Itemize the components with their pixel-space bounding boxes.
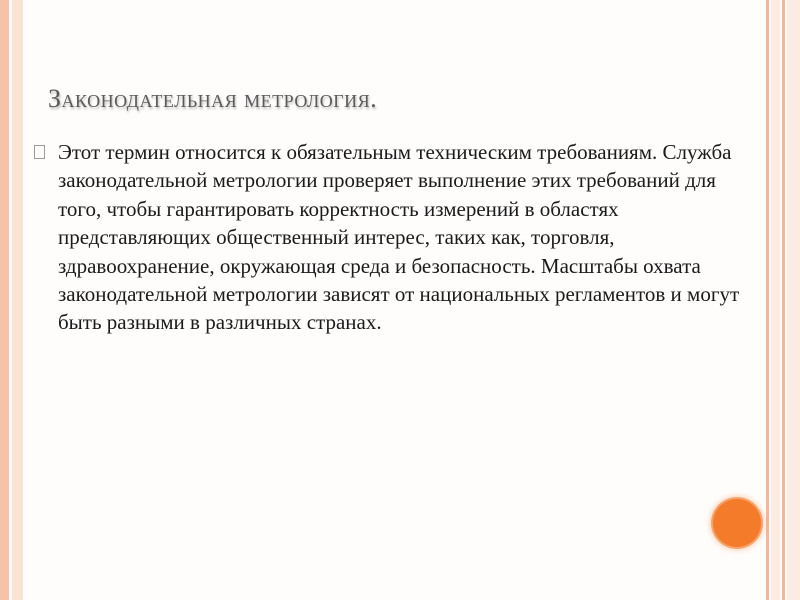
bullet-item (34, 138, 744, 337)
left-decorative-band-inner (12, 0, 23, 600)
slide-title: Законодательная метрология. (48, 84, 378, 113)
right-decorative-line-outer (782, 0, 785, 600)
right-decorative-line (766, 0, 769, 600)
left-decorative-band (0, 0, 9, 600)
bullet-text: Этот термин относится к обязательным техническим требованиям. Служба законодательной метрологии проверяет выполнение этих требований для того, чтобы гарантировать корректность измерений в областях представляющих общественный интерес, таких как, торговля, здравоохранение, окружающая среда и безопасность. Масштабы охвата законодательной метрологии зависят от национальных регламентов и могут быть разными в различных странах. (58, 140, 740, 335)
orange-circle-decoration (713, 499, 761, 547)
slide-content (34, 138, 744, 337)
right-decorative-band (771, 0, 780, 600)
hollow-square-bullet-icon (34, 145, 45, 159)
right-decorative-band-outer (787, 0, 800, 600)
